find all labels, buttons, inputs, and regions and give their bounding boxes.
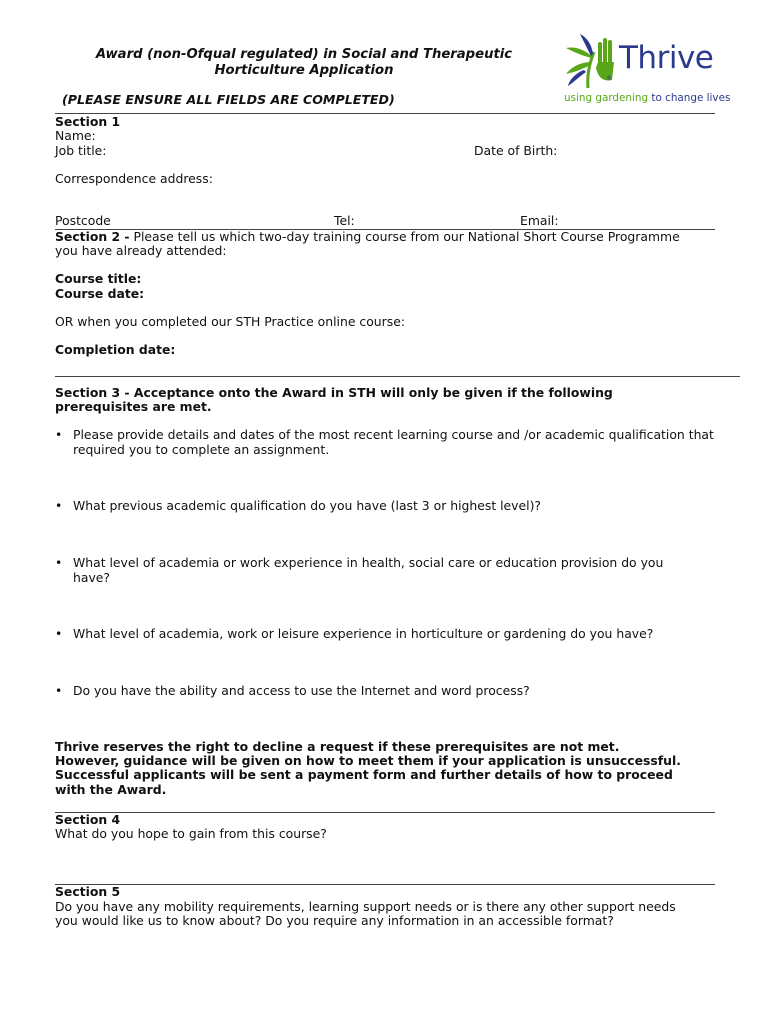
dob-label: Date of Birth: [474,143,558,158]
section5-question-line2: you would like us to know about? Do you require any information in an accessible format? [55,913,614,928]
divider [55,113,715,114]
disclaimer-line4: with the Award. [55,782,167,797]
course-date-label: Course date: [55,286,145,301]
divider [55,376,740,377]
disclaimer-line3: Successful applicants will be sent a payment form and further details of how to proceed [55,767,673,782]
section5-heading: Section 5 [55,884,121,899]
bullet-glyph: • [55,498,63,513]
question-item: What previous academic qualification do you have (last 3 or highest level)? [73,498,541,513]
bullet-glyph: • [55,555,63,570]
address-label: Correspondence address: [55,171,213,186]
disclaimer-line2: However, guidance will be given on how to meet them if your application is unsuccessful. [55,753,681,768]
form-title-line2: Horticulture Application [214,63,394,78]
question-item: Do you have the ability and access to use the Internet and word process? [73,683,530,698]
bullet-glyph: • [55,427,63,442]
section2-heading: Section 2 - [55,229,130,244]
divider [55,812,715,813]
question-item: What level of academia or work experience in health, social care or education provision do you have? [73,555,664,585]
email-label: Email: [520,213,559,228]
section3-heading-line2: prerequisites are met. [55,399,212,414]
tagline-part2: to change lives [648,92,731,104]
completion-notice: (PLEASE ENSURE ALL FIELDS ARE COMPLETED) [62,92,395,107]
job-title-label: Job title: [55,143,107,158]
thrive-wordmark: Thrive [619,40,714,76]
course-title-label: Course title: [55,271,142,286]
section5-question-line1: Do you have any mobility requirements, learning support needs or is there any other support needs [55,899,676,914]
online-course-text: OR when you completed our STH Practice online course: [55,314,405,329]
section2-intro-line2: you have already attended: [55,243,227,258]
thrive-logo [562,30,732,106]
question-item: What level of academia, work or leisure experience in horticulture or gardening do you have? [73,626,654,641]
name-label: Name: [55,128,96,143]
divider [55,884,715,885]
completion-date-label: Completion date: [55,342,176,357]
hand-plant-icon [562,32,622,90]
section4-question: What do you hope to gain from this course? [55,826,327,841]
thrive-tagline [564,91,730,106]
tagline-part1: using gardening [564,92,649,104]
section3-heading-line1: Section 3 - Acceptance onto the Award in STH will only be given if the following [55,385,613,400]
tel-label: Tel: [334,213,355,228]
bullet-glyph: • [55,626,63,641]
question-item: Please provide details and dates of the most recent learning course and /or academic qualification that required you to complete an assignment. [73,427,714,457]
section1-heading: Section 1 [55,114,121,129]
form-title-line1: Award (non-Ofqual regulated) in Social and Therapeutic [95,47,513,62]
section4-heading: Section 4 [55,812,121,827]
registered-mark: ® [606,75,612,82]
disclaimer-line1: Thrive reserves the right to decline a request if these prerequisites are not met. [55,739,620,754]
postcode-label: Postcode [55,213,111,228]
bullet-glyph: • [55,683,63,698]
section2-intro-line1: Please tell us which two-day training course from our National Short Course Programme [129,229,680,244]
